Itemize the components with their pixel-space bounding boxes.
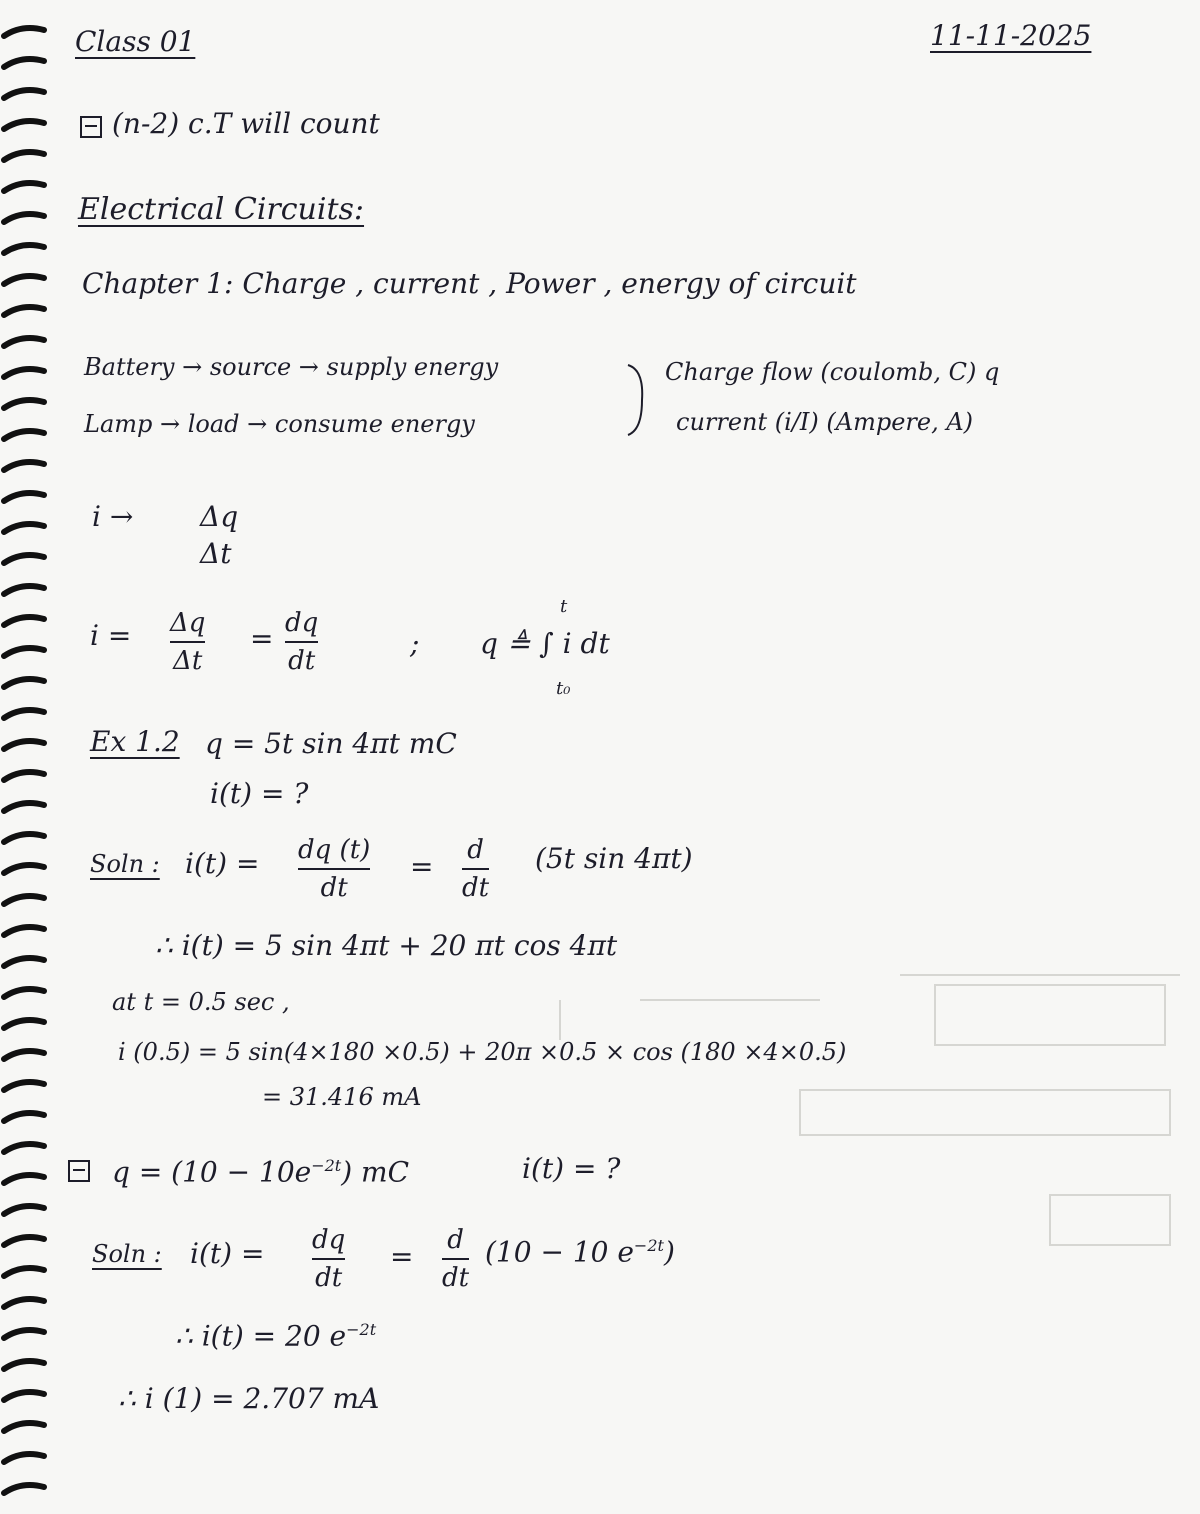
spiral-coil <box>4 245 44 253</box>
soln-d-num: d <box>467 835 484 865</box>
spiral-coil <box>4 865 44 873</box>
spiral-coil <box>4 59 44 67</box>
current-units-line: current (i/I) (Ampere, A) <box>676 408 974 436</box>
charge-integral: q ≜ ∫ i dt <box>480 627 610 660</box>
spiral-coil <box>4 1299 44 1307</box>
spiral-coil <box>4 524 44 532</box>
fraction-delta-den: Δt <box>173 646 203 676</box>
fraction-derivative-den: dt <box>288 646 316 676</box>
date: 11-11-2025 <box>930 19 1092 52</box>
ex2-result-1 <box>175 1319 377 1353</box>
soln-d-dt <box>462 835 489 903</box>
fraction-delta-num: Δq <box>170 608 206 638</box>
example-given: q = 5t sin 4πt mC <box>205 727 457 760</box>
spiral-coil <box>4 307 44 315</box>
spiral-coil <box>4 183 44 191</box>
spiral-coil <box>4 28 44 36</box>
ex2-ask: i(t) = ? <box>522 1152 621 1185</box>
spiral-coil <box>4 648 44 656</box>
at-time: at t = 0.5 sec , <box>112 988 290 1016</box>
spiral-coil <box>4 1237 44 1245</box>
brace-icon <box>620 360 660 440</box>
integral-upper: t <box>560 596 568 617</box>
ex2-lhs: i(t) = <box>190 1237 265 1270</box>
topic-heading: Electrical Circuits: <box>78 192 365 227</box>
spiral-coil <box>4 400 44 408</box>
ex2-d-dt <box>442 1225 469 1293</box>
spiral-coil <box>4 896 44 904</box>
fraction-derivative-num: dq <box>285 608 319 638</box>
spiral-coil <box>4 772 44 780</box>
spiral-coil <box>4 90 44 98</box>
spiral-coil <box>4 803 44 811</box>
soln-fraction-den: dt <box>320 873 348 903</box>
spiral-coil <box>4 958 44 966</box>
ex2-unit: ) mC <box>341 1155 410 1189</box>
ex2-result-2: ∴ i (1) = 2.707 mA <box>118 1382 380 1415</box>
ex2-rhs <box>485 1235 675 1269</box>
ex2-exp: −2t <box>311 1156 342 1175</box>
note-box-icon <box>80 116 102 138</box>
spiral-coil <box>4 462 44 470</box>
spiral-coil <box>4 1206 44 1214</box>
soln-lhs: i(t) = <box>185 847 260 880</box>
ex2-d-num: d <box>447 1225 464 1255</box>
soln-d-den: dt <box>462 873 490 903</box>
fraction-delta <box>170 608 205 676</box>
battery-row: Battery → source → supply energy <box>84 353 499 381</box>
spiral-coil <box>4 710 44 718</box>
spiral-coil <box>4 338 44 346</box>
ex2-result-1-exp: −2t <box>346 1320 377 1339</box>
spiral-coil <box>4 617 44 625</box>
ex2-soln-label: Soln : <box>92 1240 162 1268</box>
ex2-given-text: q = (10 − 10e <box>112 1155 312 1189</box>
spiral-coil <box>4 1051 44 1059</box>
soln-fraction-num: dq (t) <box>298 835 371 865</box>
spiral-coil <box>4 1361 44 1369</box>
ex2-equals: = <box>390 1240 414 1273</box>
charge-flow-line: Charge flow (coulomb, C) q <box>665 358 1000 386</box>
class-title: Class 01 <box>75 25 196 58</box>
i-equals: i = <box>90 619 132 652</box>
spiral-coil <box>4 276 44 284</box>
ex2-rhs-close: ) <box>663 1235 675 1269</box>
delta-q: Δq <box>200 500 239 533</box>
lamp-row: Lamp → load → consume energy <box>84 410 475 438</box>
spiral-coil <box>4 1454 44 1462</box>
ex2-result-1-text: ∴ i(t) = 20 e <box>175 1319 347 1353</box>
soln-result: ∴ i(t) = 5 sin 4πt + 20 πt cos 4πt <box>155 929 618 962</box>
ex2-given <box>112 1155 410 1189</box>
spiral-coil <box>4 989 44 997</box>
spiral-coil <box>4 1144 44 1152</box>
substitution: i (0.5) = 5 sin(4×180 ×0.5) + 20π ×0.5 × cos (180 ×4×0.5) <box>118 1038 847 1066</box>
spiral-coil <box>4 1485 44 1493</box>
ex2-fraction-num: dq <box>312 1225 346 1255</box>
spiral-coil <box>4 741 44 749</box>
spiral-coil <box>4 1175 44 1183</box>
ex2-fraction <box>312 1225 345 1293</box>
spiral-coil <box>4 586 44 594</box>
numeric-value: = 31.416 mA <box>262 1083 422 1111</box>
spiral-coil <box>4 1082 44 1090</box>
equals-sign: = <box>250 622 274 655</box>
spiral-coil <box>4 431 44 439</box>
ex2-d-den: dt <box>442 1263 470 1293</box>
delta-t: Δt <box>200 537 232 570</box>
semicolon: ; <box>410 627 420 660</box>
spiral-coil <box>4 555 44 563</box>
soln-fraction <box>298 835 370 903</box>
spiral-coil <box>4 927 44 935</box>
note-line: (n-2) c.T will count <box>112 107 380 140</box>
fraction-derivative <box>285 608 318 676</box>
spiral-coil <box>4 369 44 377</box>
spiral-coil <box>4 1423 44 1431</box>
example-label: Ex 1.2 <box>90 725 180 758</box>
i-arrow: i → <box>92 500 134 533</box>
spiral-coil <box>4 152 44 160</box>
spiral-coil <box>4 214 44 222</box>
spiral-coil <box>4 679 44 687</box>
ex2-fraction-den: dt <box>315 1263 343 1293</box>
spiral-coil <box>4 1330 44 1338</box>
soln-equals: = <box>410 850 434 883</box>
note-box-icon-2 <box>68 1160 90 1182</box>
ex2-rhs-text: (10 − 10 e <box>485 1235 634 1269</box>
spiral-coil <box>4 1113 44 1121</box>
soln-rhs: (5t sin 4πt) <box>535 842 693 875</box>
integral-lower: t₀ <box>556 678 571 699</box>
spiral-coil <box>4 1268 44 1276</box>
spiral-coil <box>4 1392 44 1400</box>
spiral-coil <box>4 121 44 129</box>
soln-label: Soln : <box>90 850 160 878</box>
chapter-line: Chapter 1: Charge , current , Power , energy of circuit <box>82 267 857 300</box>
spiral-coil <box>4 1020 44 1028</box>
spiral-binding <box>0 0 60 1514</box>
spiral-coil <box>4 834 44 842</box>
spiral-coil <box>4 493 44 501</box>
example-ask: i(t) = ? <box>210 777 309 810</box>
ex2-rhs-exp: −2t <box>633 1236 664 1255</box>
